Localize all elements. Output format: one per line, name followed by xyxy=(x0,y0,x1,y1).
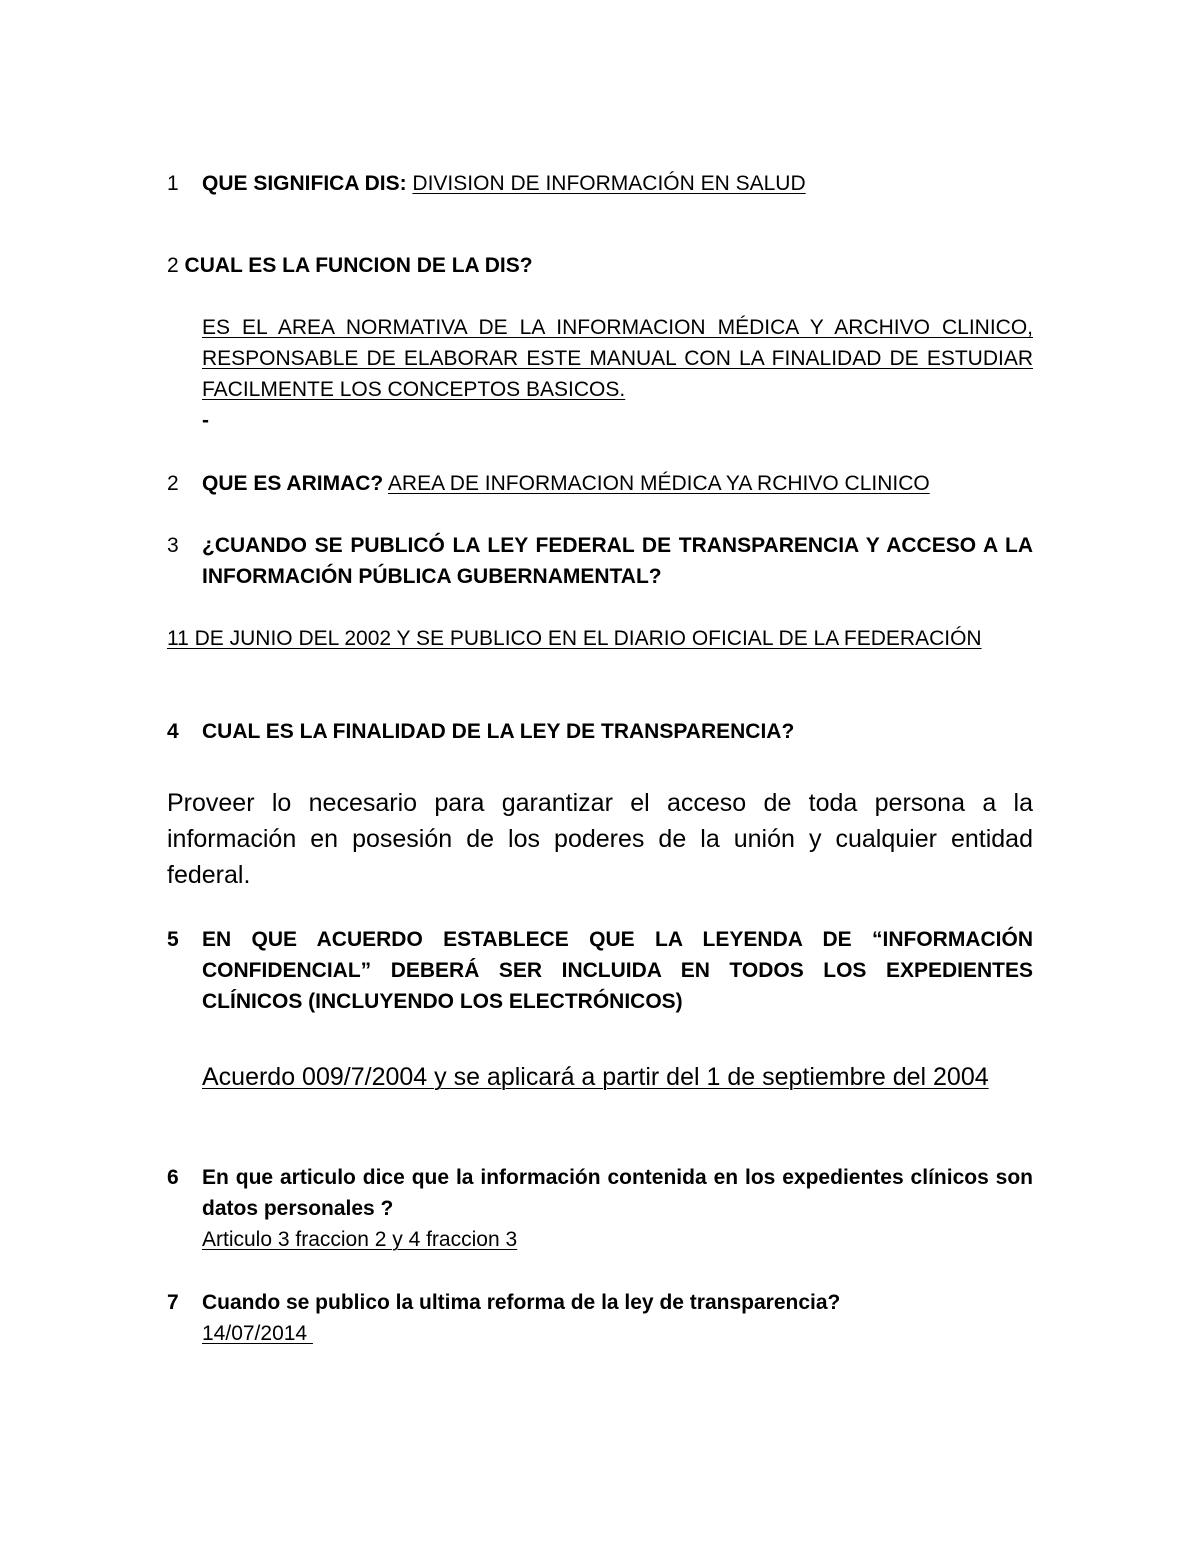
question-text: EN QUE ACUERDO ESTABLECE QUE LA LEYENDA DE “INFORMACIÓN CONFIDENCIAL” DEBERÁ SER INCLUIDA EN TODOS LOS EXPEDIENTES CLÍNICOS (INCLUYENDO LOS ELECTRÓNICOS) xyxy=(202,928,1033,1013)
question-number: 4 xyxy=(167,720,179,743)
question-number: 3 xyxy=(167,534,179,557)
question-7 xyxy=(167,1287,1033,1349)
answer-text: AREA DE INFORMACION MÉDICA YA RCHIVO CLINICO xyxy=(387,472,930,495)
answer-5 xyxy=(167,1059,1033,1095)
question-text: QUE SIGNIFICA DIS: xyxy=(202,172,407,195)
question-6 xyxy=(167,1162,1033,1255)
question-arimac xyxy=(167,468,1033,499)
question-text: CUAL ES LA FUNCION DE LA DIS? xyxy=(184,254,533,277)
answer-2-block xyxy=(167,312,1033,436)
answer-4 xyxy=(167,785,1033,893)
question-1 xyxy=(167,168,1033,199)
question-text: ¿CUANDO SE PUBLICÓ LA LEY FEDERAL DE TRANSPARENCIA Y ACCESO A LA INFORMACIÓN PÚBLICA GUBERNAMENTAL? xyxy=(202,534,1033,588)
question-5 xyxy=(167,924,1033,1017)
question-number: 5 xyxy=(167,928,179,951)
answer-text: Acuerdo 009/7/2004 y se aplicará a partir del 1 de septiembre del 2004 xyxy=(202,1063,989,1091)
answer-3 xyxy=(167,623,1033,654)
question-2 xyxy=(167,250,1033,281)
question-3 xyxy=(167,530,1033,592)
question-number: 7 xyxy=(167,1291,179,1314)
question-text: Cuando se publico la ultima reforma de la ley de transparencia? xyxy=(202,1291,841,1314)
dash-marker: - xyxy=(202,409,209,432)
answer-text: Proveer lo necesario para garantizar el acceso de toda persona a la información en posesión de los poderes de la unión y cualquier entidad federal. xyxy=(167,789,1033,889)
question-text: En que articulo dice que la información contenida en los expedientes clínicos son datos personales ? xyxy=(202,1166,1033,1220)
answer-text: ES EL AREA NORMATIVA DE LA INFORMACION MÉDICA Y ARCHIVO CLINICO, RESPONSABLE DE ELABORAR ESTE MANUAL CON LA FINALIDAD DE ESTUDIAR FACILMENTE LOS CONCEPTOS BASICOS. xyxy=(202,316,1033,401)
answer-text: 14/07/2014 xyxy=(202,1322,313,1345)
question-4 xyxy=(167,716,1033,747)
question-number: 2 xyxy=(167,472,179,495)
question-number: 6 xyxy=(167,1166,179,1189)
question-text: CUAL ES LA FINALIDAD DE LA LEY DE TRANSPARENCIA? xyxy=(202,720,795,743)
answer-text: DIVISION DE INFORMACIÓN EN SALUD xyxy=(412,172,806,195)
answer-text: 11 DE JUNIO DEL 2002 Y SE PUBLICO EN EL DIARIO OFICIAL DE LA FEDERACIÓN xyxy=(167,627,982,650)
answer-text: Articulo 3 fraccion 2 y 4 fraccion 3 xyxy=(202,1228,518,1251)
question-text: QUE ES ARIMAC? xyxy=(202,472,384,495)
question-number: 1 xyxy=(167,172,179,195)
question-number: 2 xyxy=(167,254,179,277)
